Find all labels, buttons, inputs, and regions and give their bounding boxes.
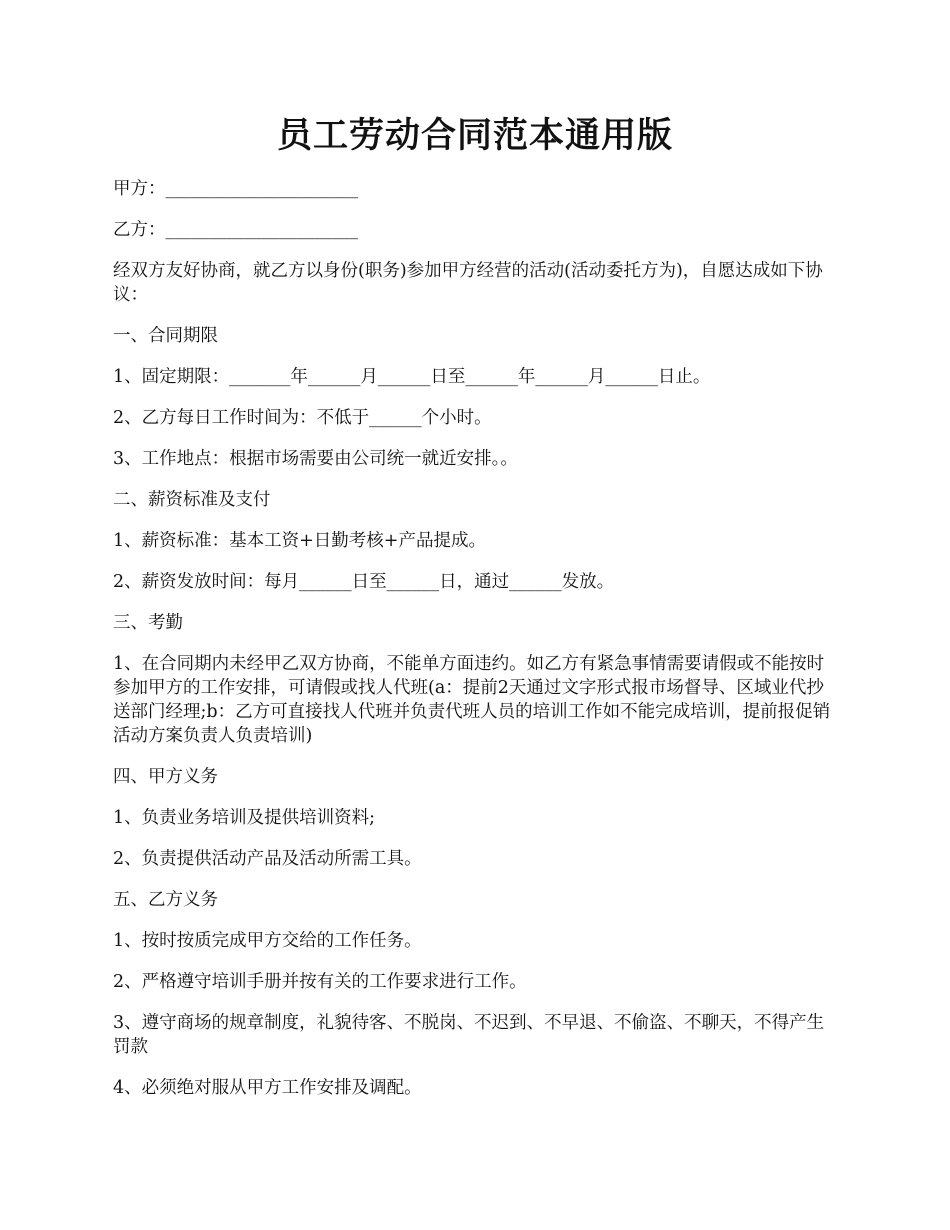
clause-party-b-obey: 4、必须绝对服从甲方工作安排及调配。 <box>113 1078 422 1098</box>
section-heading-term: 一、合同期限 <box>113 326 218 346</box>
clause-party-b-manual: 2、严格遵守培训手册并按有关的工作要求进行工作。 <box>113 972 527 992</box>
clause-salary-payment: 2、薪资发放时间：每月______日至______日，通过______发放。 <box>113 572 615 592</box>
section-heading-salary: 二、薪资标准及支付 <box>113 490 271 510</box>
section-heading-attendance: 三、考勤 <box>113 613 183 633</box>
document-body <box>113 177 838 1117</box>
clause-party-b-rules: 3、遵守商场的规章制度，礼貌待客、不脱岗、不迟到、不早退、不偷盗、不聊天，不得产生罚款 <box>113 1013 825 1057</box>
clause-work-location: 3、工作地点：根据市场需要由公司统一就近安排。。 <box>113 449 518 469</box>
section-heading-party-b-duties: 五、乙方义务 <box>113 890 218 910</box>
clause-fixed-term: 1、固定期限：_______年______月______日至______年______月______日止。 <box>113 367 711 387</box>
party-b-line: 乙方：______________________ <box>113 220 358 240</box>
clause-party-a-training: 1、负责业务培训及提供培训资料; <box>113 808 376 828</box>
party-a-line: 甲方：______________________ <box>113 179 358 199</box>
clause-salary-standard: 1、薪资标准：基本工资+日勤考核+产品提成。 <box>113 531 486 551</box>
clause-party-b-tasks: 1、按时按质完成甲方交给的工作任务。 <box>113 931 422 951</box>
clause-working-hours: 2、乙方每日工作时间为：不低于______个小时。 <box>113 408 492 428</box>
document-title: 员工劳动合同范本通用版 <box>276 115 673 156</box>
clause-party-a-tools: 2、负责提供活动产品及活动所需工具。 <box>113 849 422 869</box>
section-heading-party-a-duties: 四、甲方义务 <box>113 767 218 787</box>
clause-attendance: 1、在合同期内未经甲乙双方协商，不能单方面违约。如乙方有紧急事情需要请假或不能按时参加甲方的工作安排，可请假或找人代班(a：提前2天通过文字形式报市场督导、区域业代抄送部门经理;b：乙方可直接找人代班并负责代班人员的培训工作如不能完成培训，提前报促销活动方案负责人负责培训) <box>113 654 831 746</box>
intro-paragraph: 经双方友好协商，就乙方以身份(职务)参加甲方经营的活动(活动委托方为)，自愿达成如下协议： <box>113 261 823 305</box>
